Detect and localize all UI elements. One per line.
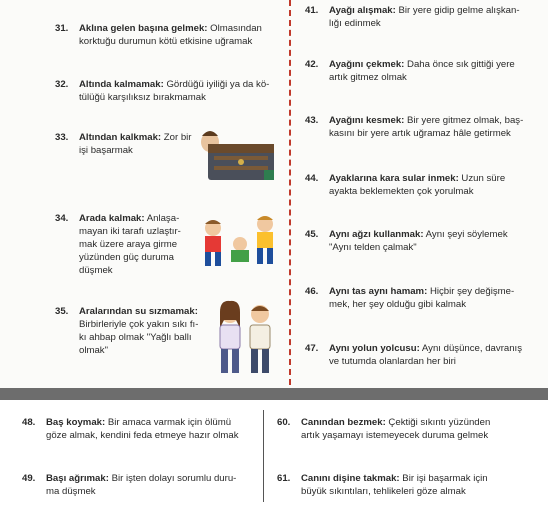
entry-def: lığı edinmek [329,18,381,29]
entry-number: 48. [22,417,36,428]
entry-def: göze almak, kendini feda etmeye hazır olmak [46,430,239,441]
entry-45 [305,228,545,254]
entry-number: 43. [305,115,319,126]
entry-43 [305,114,545,140]
entry-number: 41. [305,5,319,16]
entry-def: korktuğu durumun kötü etkisine uğramak [79,36,253,47]
entry-def: Olmasından [207,23,262,34]
entry-49 [22,472,262,498]
entry-def: ve tutumda olanlardan her biri [329,356,456,367]
entry-term: Aklına gelen başına gelmek: [79,23,208,34]
entry-term: Ayağını çekmek: [329,59,405,70]
entry-term: Baş koymak: [46,417,106,428]
entry-term: Aralarından su sızmamak: [79,306,198,317]
entry-term: Aynı ağzı kullanmak: [329,229,424,240]
entry-number: 45. [305,229,319,240]
entry-42 [305,58,545,84]
entry-term: Aynı tas aynı hamam: [329,286,428,297]
entry-term: Ayaklarına kara sular inmek: [329,173,459,184]
entry-def: Birbirleriyle çok yakın sıkı fı- [79,319,199,330]
entry-35 [55,305,205,357]
entry-44 [305,172,545,198]
entry-def: mek, her şey olduğu gibi kalmak [329,299,467,310]
entry-def: mak üzere araya girme [79,239,178,250]
entry-def: artık gitmez olmak [329,72,407,83]
entry-number: 34. [55,213,69,224]
entry-32 [55,78,285,104]
entry-def: kı ahbap olmak "Yağlı ballı [79,332,192,343]
friends-illustration [210,298,282,378]
entry-number: 32. [55,79,69,90]
entry-term: Canından bezmek: [301,417,386,428]
entry-def: Bir işi başarmak için [399,473,488,484]
entry-term: Aynı yolun yolcusu: [329,343,420,354]
entry-def: Anlaşa- [144,213,180,224]
entry-33 [55,131,205,157]
entry-def: Bir amaca varmak için ölümü [105,417,232,428]
entry-def: "Aynı telden çalmak" [329,242,417,253]
entry-def: ayakta beklemekten çok yorulmak [329,186,474,197]
entry-def: düşmek [79,265,113,276]
entry-term: Başı ağrımak: [46,473,109,484]
lower-column-divider [263,410,264,502]
entry-def: ma düşmek [46,486,96,497]
entry-def: Hiçbir şey değişme- [427,286,515,297]
entry-48 [22,416,262,442]
entry-number: 60. [277,417,291,428]
entry-number: 47. [305,343,319,354]
entry-def: Aynı düşünce, davranış [419,343,523,354]
entry-number: 35. [55,306,69,317]
entry-term: Arada kalmak: [79,213,145,224]
entry-number: 46. [305,286,319,297]
entry-def: tülüğü karşılıksız bırakmamak [79,92,206,103]
entry-def: olmak" [79,345,108,356]
entry-61 [277,472,542,498]
entry-term: Ayağı alışmak: [329,5,396,16]
entry-def: işi başarmak [79,145,133,156]
entry-def: Zor bir [161,132,192,143]
entry-def: kasını bir yere artık uğramaz hâle getirmek [329,128,511,139]
chest-illustration [196,124,280,188]
entry-60 [277,416,542,442]
entry-term: Altında kalmamak: [79,79,164,90]
entry-def: Uzun süre [458,173,506,184]
entry-number: 61. [277,473,291,484]
entry-number: 44. [305,173,319,184]
children-illustration [193,210,283,272]
entry-31 [55,22,285,48]
entry-def: yüzünden güç duruma [79,252,174,263]
entry-34 [55,212,205,277]
entry-def: büyük sıkıntıları, tehlikeleri göze almak [301,486,466,497]
entry-number: 49. [22,473,36,484]
entry-def: Gördüğü iyiliği ya da kö- [163,79,270,90]
entry-def: Bir yere gitmez olmak, baş- [404,115,524,126]
entry-term: Ayağını kesmek: [329,115,405,126]
entry-def: Çektiği sıkıntı yüzünden [385,417,491,428]
entry-def: Bir işten dolayı sorumlu duru- [108,473,237,484]
entry-number: 31. [55,23,69,34]
entry-def: Aynı şeyi söylemek [423,229,508,240]
page-separator-band [0,388,548,400]
entry-term: Altından kalkmak: [79,132,162,143]
entry-def: Daha önce sık gittiği yere [404,59,515,70]
entry-def: artık yaşamayı istemeyecek duruma gelmek [301,430,489,441]
column-divider [289,0,291,385]
entry-def: Bir yere gidip gelme alışkan- [395,5,520,16]
entry-41 [305,4,545,30]
entry-47 [305,342,545,368]
entry-number: 33. [55,132,69,143]
entry-number: 42. [305,59,319,70]
entry-term: Canını dişine takmak: [301,473,400,484]
entry-def: mayan iki tarafı uzlaştır- [79,226,181,237]
entry-46 [305,285,545,311]
